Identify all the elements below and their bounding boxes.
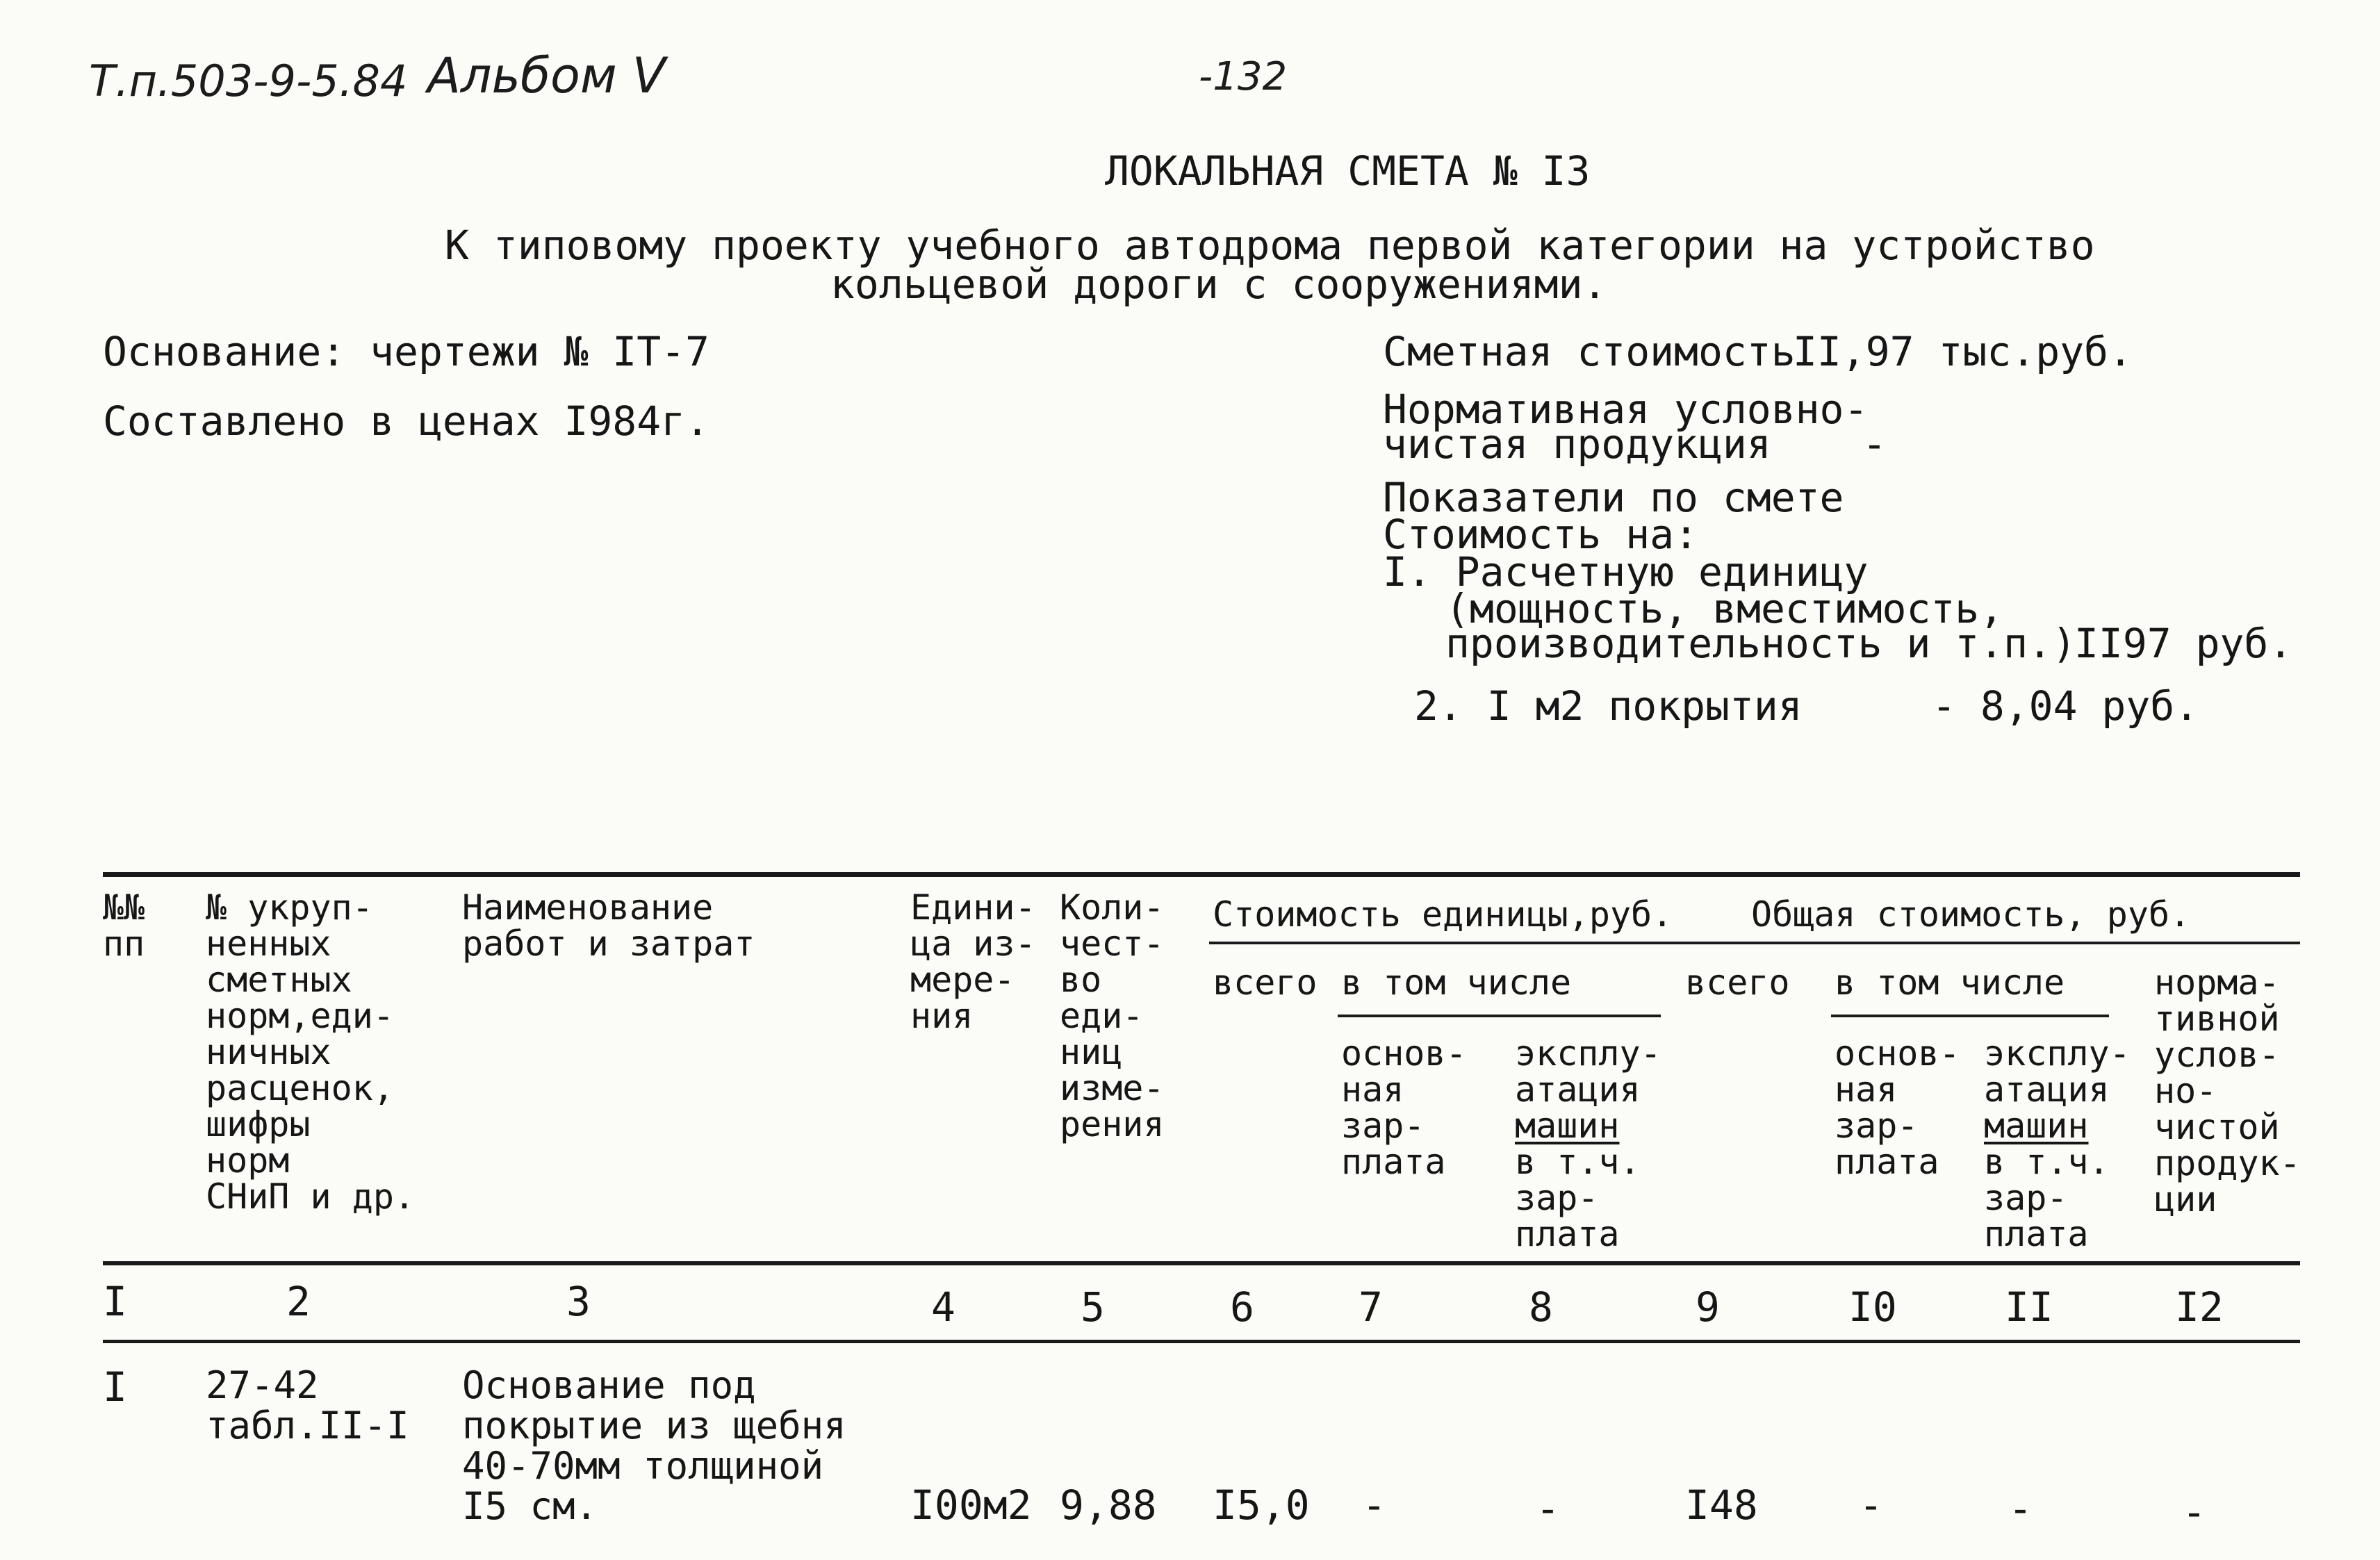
normative-value: - xyxy=(1862,420,1887,468)
item2-value: - 8,04 руб. xyxy=(1932,682,2199,730)
numbers-bottom-rule xyxy=(103,1340,2300,1343)
row-total: I48 xyxy=(1685,1481,1758,1529)
row-normative: - xyxy=(2182,1488,2206,1536)
normative-line1: Нормативная условно- xyxy=(1383,386,1869,433)
header-bottom-rule xyxy=(103,1261,2300,1265)
row-total-machines: - xyxy=(2008,1485,2033,1532)
col-code-header: № укруп- ненных сметных норм,еди- ничных расценок, шифры норм СНиП и др. xyxy=(206,887,416,1217)
unit-machines-header-top: эксплу- атация xyxy=(1515,1033,1661,1110)
col-num-6: 6 xyxy=(1230,1283,1254,1331)
total-including-rule xyxy=(1831,1015,2109,1017)
item1-line3: производительность и т.п.) xyxy=(1445,620,2076,667)
cost-on-label: Стоимость на: xyxy=(1383,511,1698,558)
total-wage-header: основ- ная зар- плата xyxy=(1835,1033,1960,1182)
col-qty-header: Коли- чест- во еди- ниц изме- рения xyxy=(1060,887,1165,1144)
normative-line2: чистая продукция xyxy=(1383,420,1771,468)
page-number: -132 xyxy=(1199,54,1288,99)
col-num-3: 3 xyxy=(566,1278,591,1325)
total-cost-group-header: Общая стоимость, руб. xyxy=(1751,894,2191,935)
row-unit-wage: - xyxy=(1362,1481,1386,1529)
project-code: Т.п.503-9-5.84 xyxy=(89,56,408,106)
total-machines-header-top: эксплу- атация xyxy=(1984,1033,2131,1110)
total-machines-word: машин xyxy=(1984,1106,2089,1146)
col-num-8: 8 xyxy=(1529,1283,1553,1331)
col-num-4: 4 xyxy=(931,1283,955,1331)
normative-header: норма- тивной услов- но- чистой продук- ции xyxy=(2154,962,2301,1220)
table-top-rule xyxy=(103,872,2300,877)
col-num-2: 2 xyxy=(286,1278,311,1325)
unit-machines-header-bottom: в т.ч. зар- плата xyxy=(1515,1142,1641,1254)
row-qty: 9,88 xyxy=(1060,1481,1157,1529)
row-unit-total: I5,0 xyxy=(1213,1481,1310,1529)
col-unit-header: Едини- ца из- мере- ния xyxy=(910,887,1036,1036)
col-num-7: 7 xyxy=(1359,1283,1383,1331)
col-num-11: II xyxy=(2005,1283,2053,1331)
subtitle-line2: кольцевой дороги с сооружениями. xyxy=(830,261,1607,308)
row-unit-machines: - xyxy=(1536,1485,1560,1532)
unit-cost-group-header: Стоимость единицы,руб. xyxy=(1213,894,1673,935)
col-num-10: I0 xyxy=(1848,1283,1897,1331)
row-number: I xyxy=(103,1363,127,1411)
indicators-label: Показатели по смете xyxy=(1383,474,1844,521)
col-num-1: I xyxy=(103,1278,127,1325)
row-name: Основание под покрытие из щебня 40-70мм толщиной I5 см. xyxy=(462,1363,846,1528)
prices-text: Составлено в ценах I984г. xyxy=(103,397,709,445)
cost-groups-rule xyxy=(1209,942,2300,944)
col-num-12: I2 xyxy=(2175,1283,2224,1331)
row-code: 27-42 табл.II-I xyxy=(206,1363,409,1447)
unit-including-header: в том числе xyxy=(1341,962,1572,1003)
item1-line1: I. Расчетную единицу xyxy=(1383,548,1869,596)
unit-all-header: всего xyxy=(1213,962,1318,1003)
item2-label: 2. I м2 покрытия xyxy=(1414,682,1803,730)
unit-machines-word: машин xyxy=(1515,1106,1620,1146)
unit-including-rule xyxy=(1338,1015,1661,1017)
col-number-header: №№ пп xyxy=(103,887,145,964)
estimated-cost-value: II,97 тыс.руб. xyxy=(1793,328,2133,375)
row-total-wage: - xyxy=(1859,1481,1883,1529)
item1-value: II97 руб. xyxy=(2074,620,2293,667)
unit-wage-header: основ- ная зар- плата xyxy=(1341,1033,1467,1182)
page-title: ЛОКАЛЬНАЯ СМЕТА № I3 xyxy=(1105,147,1591,195)
subtitle-line1: К типовому проекту учебного автодрома первой категории на устройство xyxy=(445,222,2095,269)
item1-line2: (мощность, вместимость, xyxy=(1445,585,2004,632)
total-including-header: в том числе xyxy=(1835,962,2065,1003)
total-machines-header-bottom: в т.ч. зар- плата xyxy=(1984,1142,2110,1254)
col-name-header: Наименование работ и затрат xyxy=(462,887,755,964)
total-all-header: всего xyxy=(1685,962,1790,1003)
col-num-9: 9 xyxy=(1696,1283,1720,1331)
estimated-cost-label: Сметная стоимость xyxy=(1383,328,1796,375)
album-label: Альбом V xyxy=(427,47,666,104)
basis-text: Основание: чертежи № IТ-7 xyxy=(103,328,709,375)
row-unit: I00м2 xyxy=(910,1481,1032,1529)
col-num-5: 5 xyxy=(1081,1283,1105,1331)
